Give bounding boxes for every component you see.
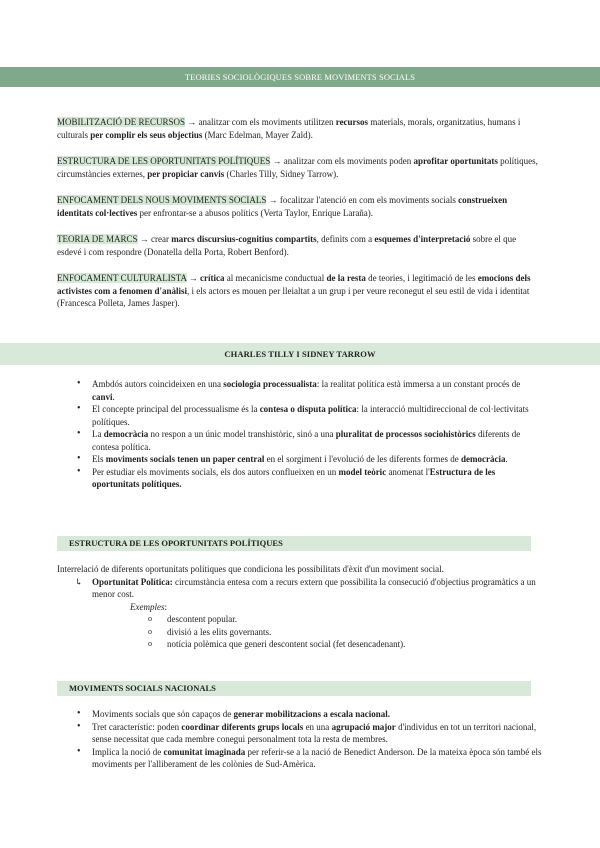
theory-resource-mobilization [57,116,542,141]
opportunities-section [57,563,542,651]
example-item: o divisió a les elits governants. [57,626,542,639]
text: . [112,391,115,402]
text: (Marc Edelman, Mayer Zald). [202,129,313,140]
text: materials, morals, organitzatius, humans i culturals [57,117,521,140]
text: , i els actors es mouen per lleialtat a un grup i per veure reconegut el seu estil de vida i identitat (Francesca Polleta, James Jasper). [57,285,530,308]
example-item: o notícia polèmica que generi descontent social (fet desencadenant). [57,638,542,651]
theory-culturalist [57,272,542,310]
theory-term: ENFOCAMENT CULTURALISTA [57,273,187,283]
bold-text: aprofitar oportunitats [413,156,498,166]
bold-text: moviments socials tenen un paper central [105,454,265,464]
bold-text: construeixen identitats col·lectives [57,195,508,218]
list-item [57,721,542,746]
top-banner: TEORIES SOCIOLÒGIQUES SOBRE MOVIMENTS SOCIALS [0,67,600,87]
bold-text: generar mobilitzacions a escala nacional. [233,709,391,719]
tilly-tarrow-banner: CHARLES TILLY I SIDNEY TARROW [0,343,600,365]
bold-text: recursos [335,117,369,127]
theory-frames [57,233,542,258]
bold-text: marcs discursius-cognitius compartits [171,234,317,244]
text: Per estudiar els moviments socials, els dos autors conflueixen en un [92,466,339,477]
text: Tret característic: poden [92,721,182,732]
section-intro: Interrelació de diferents oportunitats polítiques que condiciona les possibilitats d'èxit d'un moviment social. [57,564,444,574]
arrow-icon: ↳ [75,576,83,587]
national-bullet-list [57,708,542,771]
theory-term: ESTRUCTURA DE LES OPORTUNITATS POLÍTIQUES [57,156,271,166]
list-item [57,466,542,491]
bold-text: agrupació major [331,721,396,732]
list-item [57,453,542,466]
text: El concepte principal del processualisme és la [92,404,260,414]
text: per referir-se a la nació de Benedict Anderson. De la mateixa època són també els moviments per l'alliberament de les colònies de Sud-Amèrica. [92,746,542,769]
text: : la realitat política està immersa a un constant procés de [316,379,521,389]
text: . [505,454,508,464]
bold-text: contesa o disputa política [259,404,357,414]
text: → [186,273,201,283]
text: → analitzar com els moviments poden [270,156,414,166]
theory-new-social-movements [57,194,542,219]
text: no respon a un únic model transhistòric, sinó a una [148,429,336,439]
bold-text: coordinar diferents grups locals [181,721,304,732]
section-heading-opportunities: ESTRUCTURA DE LES OPORTUNITATS POLÍTIQUES [57,536,531,551]
list-item [57,428,542,453]
list-item [57,746,542,771]
text: en el sorgiment i l'evolució de les diferents formes de [264,454,461,464]
text: (Charles Tilly, Sidney Tarrow). [224,168,339,179]
text: , definits com a [316,234,375,244]
bold-text: Oportunitat Política: [92,576,173,587]
list-item [57,403,542,428]
theory-term: ENFOCAMENT DELS NOUS MOVIMENTS SOCIALS [57,195,267,205]
bold-text: canvi [92,391,113,402]
bold-text: de la resta [326,273,366,283]
text: Els [92,454,106,464]
text: Moviments socials que són capaços de [92,709,234,719]
bold-text: esquemes d'interpretació [374,234,471,244]
bold-text: crítica [200,273,225,283]
text: al mecanicisme conductual [224,273,327,283]
bold-text: sociologia processualista [223,379,317,389]
section-heading-national: MOVIMENTS SOCIALS NACIONALS [57,681,531,696]
theory-term: TEORIA DE MARCS [57,234,138,244]
bold-text: Estructura de les oportunitats polítiques. [92,466,496,489]
text: Exemples [130,601,165,612]
text: → focalitzar l'atenció en com els moviments socials [266,195,459,205]
text: polítiques, circumstàncies externes, [57,156,538,179]
text: circumstància entesa com a recurs extern que possibilita la consecució d'objectius programàtics a un menor cost. [92,576,536,599]
text: → analitzar com els moviments utilitzen [185,117,336,127]
theory-political-opportunities [57,155,542,180]
text: per enfrontar-se a abusos polítics (Verta Taylor, Enrique Laraña). [137,207,374,218]
text: : la interacció multidireccional de col·lectivitats polítiques. [92,404,529,427]
bold-text: emocions dels activistes com a fenomen d'anàlisi [57,273,531,296]
example-item: o descontent popular. [57,613,542,626]
text: de teories, i legitimació de les [365,273,478,283]
theory-term: MOBILITZACIÓ DE RECURSOS [57,117,186,127]
text: La [92,429,104,439]
tilly-bullet-list [57,378,542,491]
text: Ambdós autors coincideixen en una [92,379,224,389]
bold-text: democràcia [103,429,149,439]
list-item [57,708,542,721]
bold-text: democràcia [461,454,506,464]
list-item [57,378,542,403]
text: diferents de contesa política. [92,429,521,452]
bold-text: comunitat imaginada [163,746,246,757]
text: Implica la noció de [92,746,164,757]
text: en una [303,721,332,732]
opportunity-definition [57,576,542,601]
bold-text: per complir els seus objectius [90,129,203,140]
text: anomenat l' [386,466,430,477]
bold-text: per propiciar canvis [147,168,225,179]
text: d'individus en tot un territori nacional, sense necessitat que cada membre conegui personalment tota la resta de membres. [92,721,537,744]
text: → crear [137,234,172,244]
text: : [164,601,167,612]
bold-text: pluralitat de processos sociohistòrics [335,429,476,439]
examples-label [57,601,542,614]
text: sobre el que esdevé i com respondre (Donatella della Porta, Robert Benford). [57,234,517,257]
bold-text: model teòric [338,466,387,477]
